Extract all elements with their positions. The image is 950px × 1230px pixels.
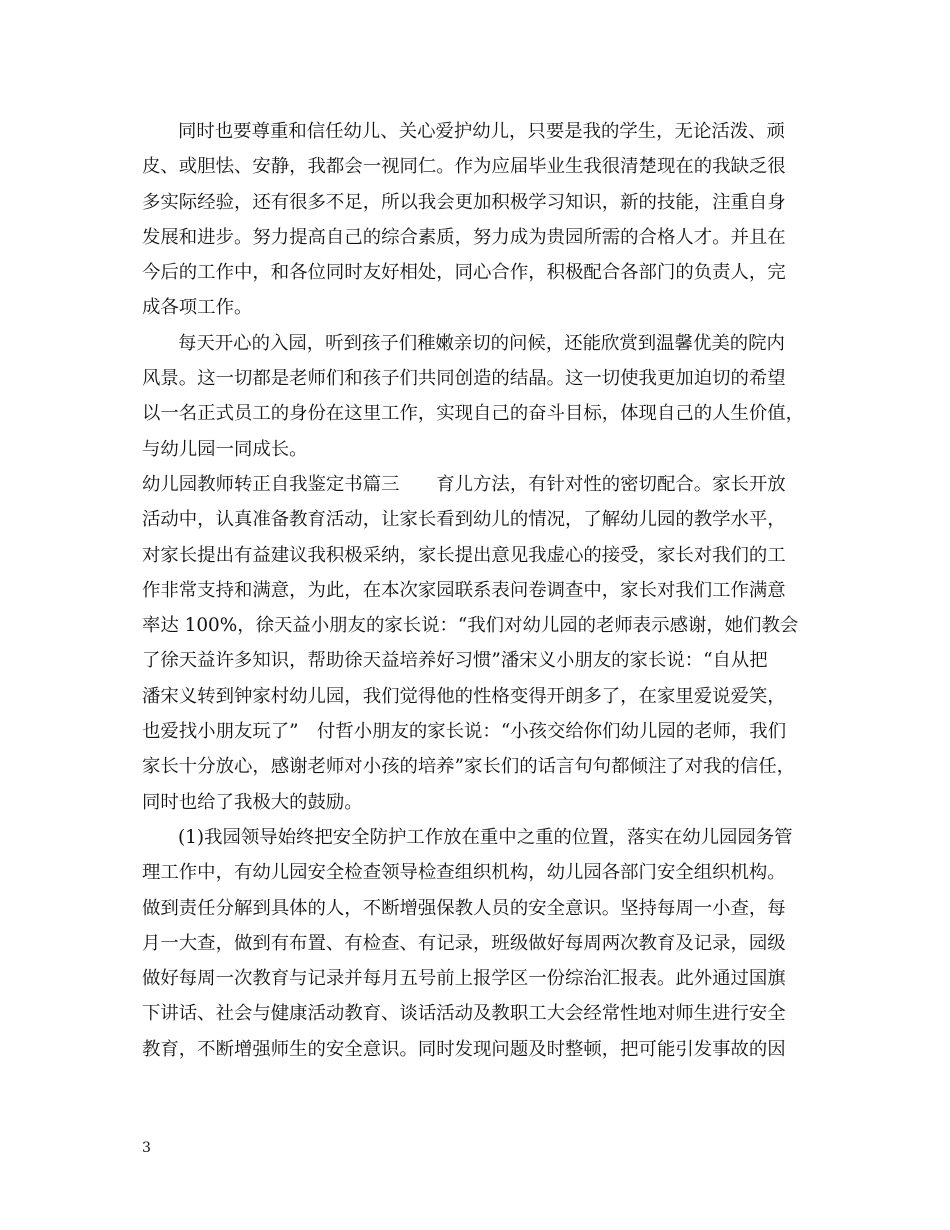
text-line: 每天开心的入园，听到孩子们稚嫩亲切的问候，还能欣赏到温馨优美的院内 — [178, 332, 785, 354]
text-line: 做到责任分解到具体的人，不断增强保教人员的安全意识。坚持每周一小查，每 — [142, 897, 786, 919]
text-line: 率达 100%，徐天益小朋友的家长说：“我们对幼儿园的老师表示感谢，她们教会 — [142, 615, 799, 637]
text-line: 以一名正式员工的身份在这里工作，实现自己的奋斗目标，体现自己的人生价值， — [142, 403, 805, 425]
text-line: 对家长提出有益建议我积极采纳，家长提出意见我虚心的接受，家长对我们的工 — [142, 544, 786, 566]
text-line: 做好每周一次教育与记录并每月五号前上报学区一份综治汇报表。此外通过国旗 — [142, 968, 786, 990]
text-line: 教育，不断增强师生的安全意识。同时发现问题及时整顿，把可能引发事故的因 — [142, 1038, 786, 1060]
text-line: 同时也给了我极大的鼓励。 — [142, 791, 363, 813]
text-line: 多实际经验，还有很多不足，所以我会更加积极学习知识，新的技能，注重自身 — [142, 191, 786, 213]
text-line: 活动中，认真准备教育活动，让家长看到幼儿的情况，了解幼儿园的教学水平， — [142, 509, 786, 531]
text-line: 潘宋义转到钟家村幼儿园，我们觉得他的性格变得开朗多了，在家里爱说爱笑， — [142, 685, 786, 707]
body-text — [142, 114, 822, 1067]
text-line: 月一大查，做到有布置、有检查、有记录，班级做好每周两次教育及记录，园级 — [142, 932, 786, 954]
text-line: 下讲话、社会与健康活动教育、谈话活动及教职工大会经常性地对师生进行安全 — [142, 1003, 786, 1025]
text-line: 作非常支持和满意，为此，在本次家园联系表问卷调查中，家长对我们工作满意 — [142, 579, 786, 601]
text-line: (1)我园领导始终把安全防护工作放在重中之重的位置，落实在幼儿园园务管 — [178, 826, 793, 848]
text-line: 家长十分放心，感谢老师对小孩的培养”家长们的话言句句都倾注了对我的信任， — [142, 756, 796, 778]
text-line: 发展和进步。努力提高自己的综合素质，努力成为贵园所需的合格人才。并且在 — [142, 226, 786, 248]
text-line: 同时也要尊重和信任幼儿、关心爱护幼儿，只要是我的学生，无论活泼、顽 — [178, 121, 785, 142]
text-line: 成各项工作。 — [142, 297, 253, 319]
text-line: 与幼儿园一同成长。 — [142, 438, 308, 460]
text-line: 今后的工作中，和各位同时友好相处，同心合作，积极配合各部门的负责人，完 — [142, 262, 786, 284]
text-line: 风景。这一切都是老师们和孩子们共同创造的结晶。这一切使我更加迫切的希望 — [142, 368, 786, 390]
text-line: 也爱找小朋友玩了” 付哲小朋友的家长说：“小孩交给你们幼儿园的老师，我们 — [142, 721, 787, 743]
section-heading-line: 幼儿园教师转正自我鉴定书篇三 育儿方法，有针对性的密切配合。家长开放 — [142, 473, 786, 495]
text-line: 理工作中，有幼儿园安全检查领导检查组织机构，幼儿园各部门安全组织机构。 — [142, 862, 786, 884]
text-line: 了徐天益许多知识，帮助徐天益培养好习惯”潘宋义小朋友的家长说：“自从把 — [142, 650, 768, 672]
page-number: 3 — [142, 1140, 151, 1156]
text-line: 皮、或胆怯、安静，我都会一视同仁。作为应届毕业生我很清楚现在的我缺乏很 — [142, 156, 786, 178]
